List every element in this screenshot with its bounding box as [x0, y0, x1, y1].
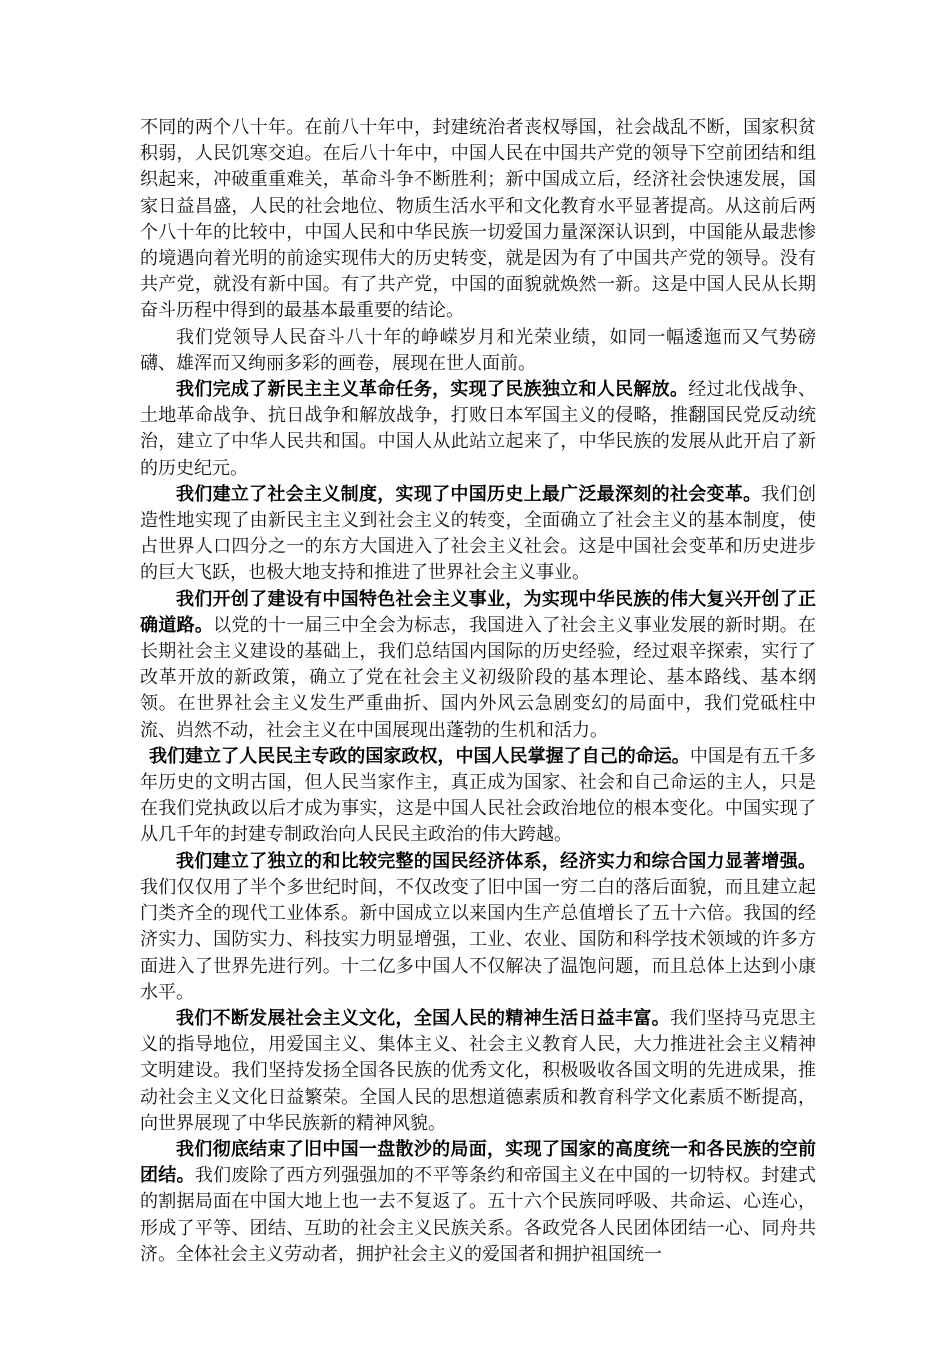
- paragraph-state-power: [140, 744, 816, 849]
- paragraph-lead: 我们建立了独立的和比较完整的国民经济体系，经济实力和综合国力显著增强。: [176, 850, 816, 872]
- paragraph-text: 中国是有五千多年历史的文明古国，但人民当家作主，真正成为国家、社会和自己命运的主人，只是在我们党执政以后才成为事实，这是中国人民社会政治地位的根本变化。中国实现了从几千年的封建专制政治向人民民主政治的伟大跨越。: [140, 745, 817, 846]
- paragraph-continuation: [140, 115, 816, 325]
- paragraph-lead: 我们建立了人民民主专政的国家政权，中国人民掌握了自己的命运。: [149, 745, 690, 767]
- paragraph-lead: 我们不断发展社会主义文化，全国人民的精神生活日益丰富。: [176, 1007, 670, 1029]
- paragraph-unity: [140, 1137, 816, 1268]
- paragraph-chinese-characteristics: [140, 587, 816, 744]
- paragraph-text: 经过北伐战争、土地革命战争、抗日战争和解放战争，打败日本军国主义的侵略，推翻国民党反动统治，建立了中华人民共和国。中国人从此站立起来了，中华民族的发展从此开启了新的历史纪元。: [140, 379, 816, 479]
- paragraph-revolution: [140, 377, 816, 482]
- paragraph-text: 我们创造性地实现了由新民主主义到社会主义的转变，全面确立了社会主义的基本制度，使占世界人口四分之一的东方大国进入了社会主义社会。这是中国社会变革和历史进步的巨大飞跃，也极大地支持和推进了世界社会主义事业。: [140, 483, 817, 584]
- paragraph-lead: 我们彻底结束了旧中国一盘散沙的局面，实现了国家的高度统一和各民族的空前团结。: [140, 1138, 816, 1187]
- paragraph-text: 我们坚持马克思主义的指导地位，用爱国主义、集体主义、社会主义教育人民，大力推进社会主义精神文明建设。我们坚持发扬全国各民族的优秀文化，积极吸收各国文明的先进成果，推动社会主义文化日益繁荣。全国人民的思想道德素质和教育科学文化素质不断提高，向世界展现了中华民族新的精神风貌。: [140, 1007, 817, 1134]
- paragraph-text: 我们废除了西方列强强加的不平等条约和帝国主义在中国的一切特权。封建式的割据局面在中国大地上也一去不复返了。五十六个民族同呼吸、共命运、心连心，形成了平等、团结、互助的社会主义民族关系。各政党各人民团体团结一心、同舟共济。全体社会主义劳动者，拥护社会主义的爱国者和拥护祖国统一: [140, 1165, 817, 1265]
- paragraph-economy: [140, 849, 816, 1006]
- paragraph-culture: [140, 1006, 816, 1137]
- paragraph-text: 我们仅仅用了半个多世纪时间，不仅改变了旧中国一穷二白的落后面貌，而且建立起门类齐全的现代工业体系。新中国成立以来国内生产总值增长了五十六倍。我国的经济实力、国防实力、科技实力明显增强，工业、农业、国防和科学技术领域的许多方面进入了世界先进行列。十二亿多中国人不仅解决了温饱问题，而且总体上达到小康水平。: [140, 876, 816, 1003]
- paragraph-lead: 我们完成了新民主主义革命任务，实现了民族独立和人民解放。: [176, 379, 689, 401]
- paragraph-socialist-system: [140, 482, 816, 587]
- paragraph-lead: 我们建立了社会主义制度，实现了中国历史上最广泛最深刻的社会变革。: [176, 483, 762, 505]
- paragraph-intro: [140, 325, 816, 377]
- paragraph-text: 我们党领导人民奋斗八十年的峥嵘岁月和光荣业绩，如同一幅逶迤而又气势磅礴、雄浑而又绚丽多彩的画卷，展现在世人面前。: [140, 326, 816, 374]
- document-page: [140, 115, 816, 1268]
- paragraph-text: 以党的十一届三中全会为标志，我国进入了社会主义事业发展的新时期。在长期社会主义建设的基础上，我们总结国内国际的历史经验，经过艰辛探索，实行了改革开放的新政策，确立了党在社会主义初级阶段的基本理论、基本路线、基本纲领。在世界社会主义发生严重曲折、国内外风云急剧变幻的局面中，我们党砥柱中流、岿然不动，社会主义在中国展现出蓬勃的生机和活力。: [140, 614, 817, 741]
- paragraph-lead: 我们开创了建设有中国特色社会主义事业，为实现中华民族的伟大复兴开创了正确道路。: [140, 588, 816, 636]
- paragraph-text: 不同的两个八十年。在前八十年中，封建统治者丧权辱国，社会战乱不断，国家积贫积弱，人民饥寒交迫。在后八十年中，中国人民在中国共产党的领导下空前团结和组织起来，冲破重重难关，革命斗争不断胜利；新中国成立后，经济社会快速发展，国家日益昌盛，人民的社会地位、物质生活水平和文化教育水平显著提高。从这前后两个八十年的比较中，中国人民和中华民族一切爱国力量深深认识到，中国能从最悲惨的境遇向着光明的前途实现伟大的历史转变，就是因为有了中国共产党的领导。没有共产党，就没有新中国。有了共产党，中国的面貌就焕然一新。这是中国人民从长期奋斗历程中得到的最基本最重要的结论。: [140, 117, 816, 322]
